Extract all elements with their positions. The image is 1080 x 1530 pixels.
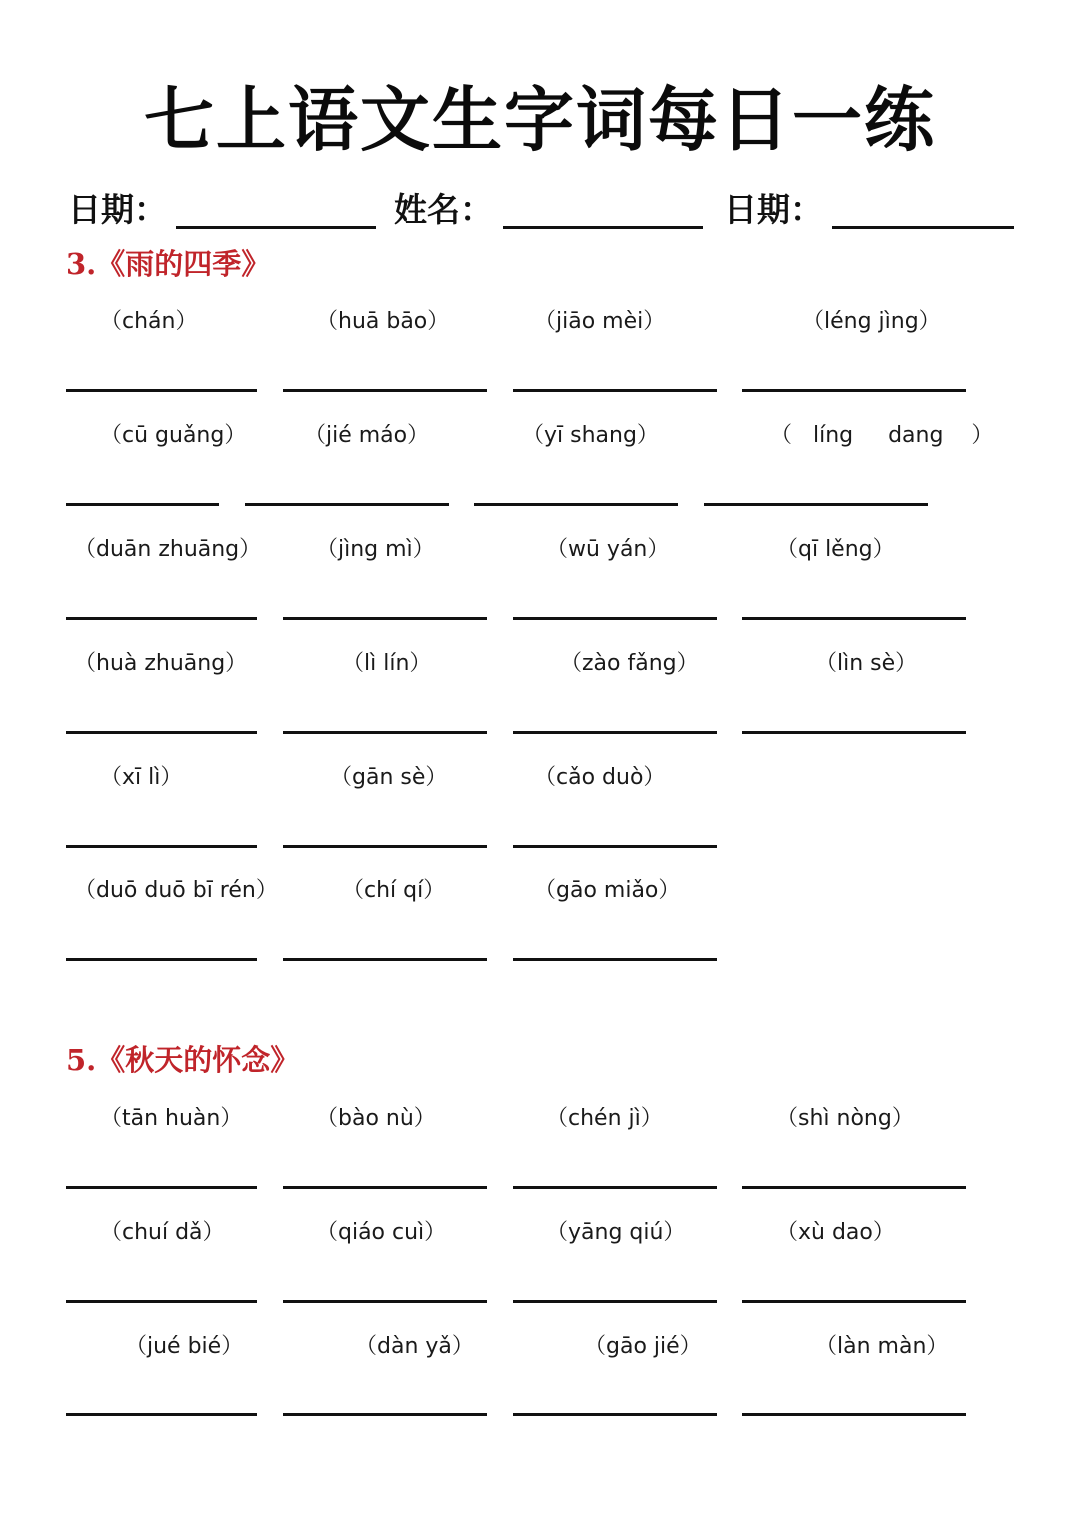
answer-line[interactable] (513, 1413, 717, 1416)
answer-line[interactable] (513, 389, 717, 392)
pinyin-prompt: （cǎo duò） (534, 765, 666, 790)
answer-line[interactable] (513, 958, 717, 961)
answer-line[interactable] (66, 1413, 257, 1416)
pinyin-prompt: （lìn sè） (815, 651, 918, 676)
pinyin-prompt: （jiāo mèi） (534, 309, 666, 334)
date-label-2: 日期： (724, 190, 823, 229)
pinyin-prompt: （duān zhuāng） (74, 537, 262, 562)
answer-line[interactable] (513, 845, 717, 848)
answer-line[interactable] (742, 1186, 966, 1189)
answer-line[interactable] (513, 1186, 717, 1189)
answer-line[interactable] (283, 731, 487, 734)
pinyin-prompt: （lì lín） (342, 651, 432, 676)
pinyin-prompt: （huà zhuāng） (74, 651, 248, 676)
answer-line[interactable] (283, 845, 487, 848)
pinyin-prompt: （duō duō bī rén） (74, 878, 278, 903)
pinyin-prompt: （xù dao） (776, 1220, 895, 1245)
pinyin-prompt: （chén jì） (546, 1106, 663, 1131)
answer-line[interactable] (66, 389, 257, 392)
pinyin-prompt: （yī shang） (522, 423, 659, 448)
pinyin-prompt: （wū yán） (546, 537, 670, 562)
answer-line[interactable] (513, 731, 717, 734)
pinyin-prompt: （shì nòng） (776, 1106, 914, 1131)
answer-line[interactable] (283, 1186, 487, 1189)
pinyin-prompt: （gāo jié） (584, 1334, 702, 1359)
pinyin-prompt: （tān huàn） (100, 1106, 243, 1131)
answer-line[interactable] (742, 731, 966, 734)
answer-line[interactable] (742, 1300, 966, 1303)
answer-line[interactable] (66, 503, 219, 506)
answer-line[interactable] (66, 1300, 257, 1303)
answer-line[interactable] (283, 958, 487, 961)
pinyin-prompt: （zào fǎng） (560, 651, 699, 676)
pinyin-prompt: （qī lěng） (776, 537, 895, 562)
answer-line[interactable] (66, 845, 257, 848)
answer-line[interactable] (474, 503, 678, 506)
answer-line[interactable] (66, 1186, 257, 1189)
pinyin-prompt: （jié máo） (304, 423, 430, 448)
answer-line[interactable] (742, 1413, 966, 1416)
pinyin-prompt: （gān sè） (330, 765, 448, 790)
date-field-2[interactable] (832, 226, 1014, 229)
pinyin-prompt: （làn màn） (815, 1334, 949, 1359)
name-label: 姓名： (394, 190, 493, 229)
section-title-rain-seasons: 3.《雨的四季》 (66, 247, 271, 281)
pinyin-prompt: （chuí dǎ） (100, 1220, 225, 1245)
answer-line[interactable] (513, 1300, 717, 1303)
page-title: 七上语文生字词每日一练 (144, 79, 936, 161)
header-fields (0, 186, 1080, 236)
pinyin-prompt: （cū guǎng） (100, 423, 247, 448)
pinyin-prompt: （huā bāo） (316, 309, 450, 334)
pinyin-prompt: （léng jìng） (802, 309, 941, 334)
answer-line[interactable] (283, 389, 487, 392)
pinyin-prompt: （jìng mì） (316, 537, 435, 562)
section-title-autumn-memory: 5.《秋天的怀念》 (66, 1043, 300, 1077)
answer-line[interactable] (66, 731, 257, 734)
answer-line[interactable] (283, 1300, 487, 1303)
pinyin-prompt: （chán） (100, 309, 198, 334)
answer-line[interactable] (245, 503, 449, 506)
pinyin-prompt: （xī lì） (100, 765, 183, 790)
answer-line[interactable] (704, 503, 928, 506)
pinyin-prompt: （dàn yǎ） (355, 1334, 474, 1359)
pinyin-prompt: （qiáo cuì） (316, 1220, 447, 1245)
date-field-1[interactable] (176, 226, 376, 229)
name-field[interactable] (503, 226, 703, 229)
answer-line[interactable] (66, 617, 257, 620)
pinyin-prompt: （ líng dang ） (770, 423, 994, 448)
pinyin-prompt: （bào nù） (316, 1106, 436, 1131)
pinyin-prompt: （gāo miǎo） (534, 878, 681, 903)
pinyin-prompt: （yāng qiú） (546, 1220, 686, 1245)
answer-line[interactable] (513, 617, 717, 620)
answer-line[interactable] (66, 958, 257, 961)
answer-line[interactable] (742, 617, 966, 620)
answer-line[interactable] (283, 1413, 487, 1416)
answer-line[interactable] (742, 389, 966, 392)
date-label-1: 日期： (68, 190, 167, 229)
pinyin-prompt: （chí qí） (342, 878, 446, 903)
answer-line[interactable] (283, 617, 487, 620)
pinyin-prompt: （jué bié） (125, 1334, 244, 1359)
